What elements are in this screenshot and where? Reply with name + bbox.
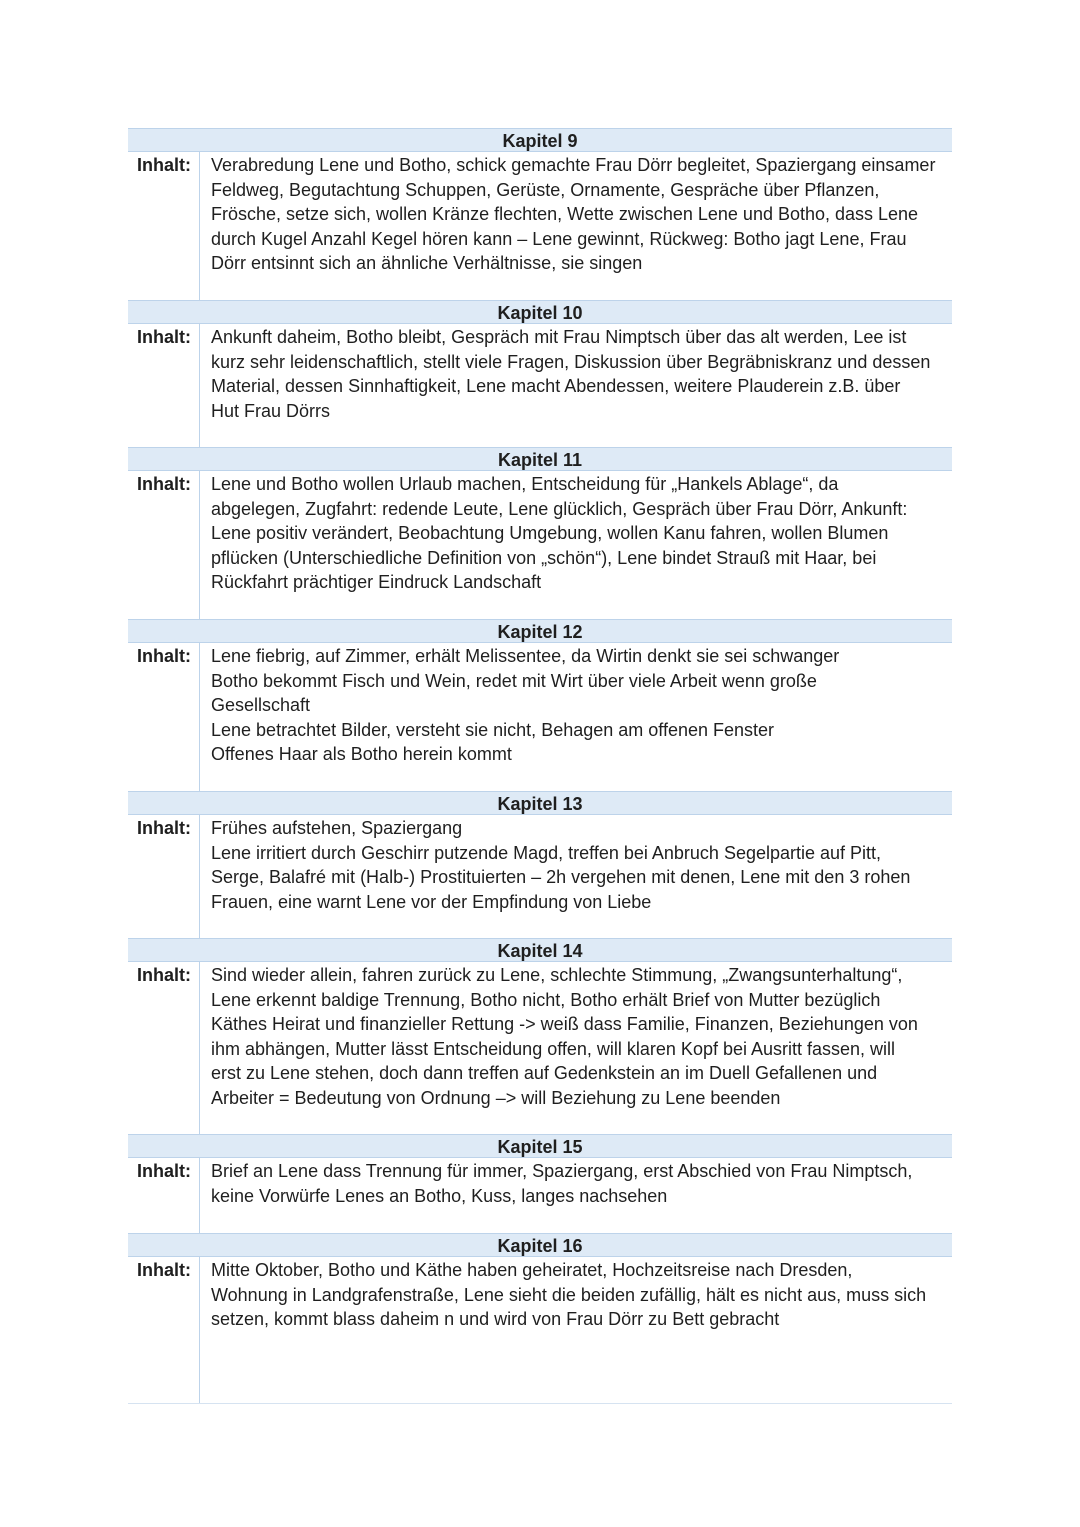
content-label: Inhalt: (128, 1158, 200, 1233)
content-line: Lene positiv verändert, Beobachtung Umgebung, wollen Kanu fahren, wollen Blumen (211, 523, 889, 543)
content-line: Lene und Botho wollen Urlaub machen, Entscheidung für „Hankels Ablage“, da (211, 474, 839, 494)
content-line: keine Vorwürfe Lenes an Botho, Kuss, langes nachsehen (211, 1185, 668, 1206)
content-label: Inhalt: (128, 815, 200, 938)
chapter-section (128, 447, 952, 619)
content-line: Botho bekommt Fisch und Wein, redet mit Wirt über viele Arbeit wenn große (211, 670, 817, 691)
content-line: setzen, kommt blass daheim n und wird von Frau Dörr zu Bett gebracht (211, 1309, 780, 1329)
content-line: kurz sehr leidenschaftlich, stellt viele Fragen, Diskussion über Begräbniskranz und dessen (211, 351, 931, 372)
content-label: Inhalt: (128, 643, 200, 791)
chapter-title: Kapitel 10 (128, 300, 952, 324)
chapter-section (128, 1233, 952, 1404)
content-line: Gesellschaft (211, 695, 311, 715)
chapter-content (200, 1158, 952, 1233)
content-line: Frühes aufstehen, Spaziergang (211, 818, 463, 838)
content-line: Mitte Oktober, Botho und Käthe haben geheiratet, Hochzeitsreise nach Dresden, (211, 1260, 853, 1280)
content-line: Wohnung in Landgrafenstraße, Lene sieht die beiden zufällig, hält es nicht aus, muss sich (211, 1284, 927, 1305)
chapter-section (128, 128, 952, 300)
content-line: Brief an Lene dass Trennung für immer, Spaziergang, erst Abschied von Frau Nimptsch, (211, 1161, 913, 1181)
chapter-content (200, 152, 952, 300)
content-line: Material, dessen Sinnhaftigkeit, Lene macht Abendessen, weitere Plauderein z.B. über (211, 376, 901, 396)
chapter-content (200, 1257, 952, 1403)
chapter-content (200, 471, 952, 619)
content-line: Hut Frau Dörrs (211, 400, 331, 421)
chapter-row (128, 152, 952, 300)
content-line: Lene fiebrig, auf Zimmer, erhält Melissentee, da Wirtin denkt sie sei schwanger (211, 646, 840, 666)
chapter-content (200, 815, 952, 938)
content-line: Verabredung Lene und Botho, schick gemachte Frau Dörr begleitet, Spaziergang einsamer (211, 155, 936, 175)
chapter-title: Kapitel 13 (128, 791, 952, 815)
content-line: durch Kugel Anzahl Kegel hören kann – Lene gewinnt, Rückweg: Botho jagt Lene, Frau (211, 228, 907, 249)
content-line: erst zu Lene stehen, doch dann treffen auf Gedenkstein an im Duell Gefallenen und (211, 1063, 878, 1083)
content-line: Offenes Haar als Botho herein kommt (211, 744, 512, 764)
chapter-row (128, 471, 952, 619)
chapter-title: Kapitel 15 (128, 1134, 952, 1158)
content-label: Inhalt: (128, 1257, 200, 1403)
content-line: Feldweg, Begutachtung Schuppen, Gerüste, Ornamente, Gespräche über Pflanzen, (211, 179, 880, 200)
chapter-title: Kapitel 9 (128, 128, 952, 152)
chapter-row (128, 324, 952, 447)
content-line: Lene betrachtet Bilder, versteht sie nicht, Behagen am offenen Fenster (211, 719, 775, 740)
chapter-table (128, 128, 952, 1404)
content-line: Lene irritiert durch Geschirr putzende Magd, treffen bei Anbruch Segelpartie auf Pitt, (211, 842, 882, 863)
chapter-row (128, 1257, 952, 1403)
chapter-title: Kapitel 14 (128, 938, 952, 962)
chapter-section (128, 1134, 952, 1233)
chapter-section (128, 938, 952, 1134)
chapter-content (200, 324, 952, 447)
content-line: Arbeiter = Bedeutung von Ordnung –> will Beziehung zu Lene beenden (211, 1087, 781, 1108)
content-label: Inhalt: (128, 324, 200, 447)
content-line: Käthes Heirat und finanzieller Rettung -> weiß dass Familie, Finanzen, Beziehungen von (211, 1014, 918, 1034)
chapter-row (128, 643, 952, 791)
chapter-section (128, 619, 952, 791)
content-line: Dörr entsinnt sich an ähnliche Verhältnisse, sie singen (211, 253, 643, 273)
chapter-title: Kapitel 16 (128, 1233, 952, 1257)
content-line: Rückfahrt prächtiger Eindruck Landschaft (211, 572, 542, 592)
content-label: Inhalt: (128, 471, 200, 619)
chapter-title: Kapitel 12 (128, 619, 952, 643)
chapter-row (128, 1158, 952, 1233)
chapter-row (128, 962, 952, 1134)
chapter-content (200, 962, 952, 1134)
content-line: Frösche, setze sich, wollen Kränze flechten, Wette zwischen Lene und Botho, dass Lene (211, 204, 919, 224)
content-line: pflücken (Unterschiedliche Definition von „schön“), Lene bindet Strauß mit Haar, bei (211, 547, 877, 568)
chapter-section (128, 300, 952, 447)
content-line: abgelegen, Zugfahrt: redende Leute, Lene glücklich, Gespräch über Frau Dörr, Ankunft: (211, 498, 908, 519)
content-line: Frauen, eine warnt Lene vor der Empfindung von Liebe (211, 891, 652, 912)
content-line: Sind wieder allein, fahren zurück zu Lene, schlechte Stimmung, „Zwangsunterhaltung“, (211, 965, 903, 985)
chapter-section (128, 791, 952, 938)
chapter-content (200, 643, 952, 791)
chapter-title: Kapitel 11 (128, 447, 952, 471)
content-line: Serge, Balafré mit (Halb-) Prostituierten – 2h vergehen mit denen, Lene mit den 3 rohen (211, 867, 911, 887)
chapter-row (128, 815, 952, 938)
content-line: Lene erkennt baldige Trennung, Botho nicht, Botho erhält Brief von Mutter bezüglich (211, 989, 881, 1010)
content-label: Inhalt: (128, 152, 200, 300)
content-label: Inhalt: (128, 962, 200, 1134)
content-line: ihm abhängen, Mutter lässt Entscheidung offen, will klaren Kopf bei Ausritt fassen, will (211, 1038, 896, 1059)
content-line: Ankunft daheim, Botho bleibt, Gespräch mit Frau Nimptsch über das alt werden, Lee ist (211, 327, 907, 347)
